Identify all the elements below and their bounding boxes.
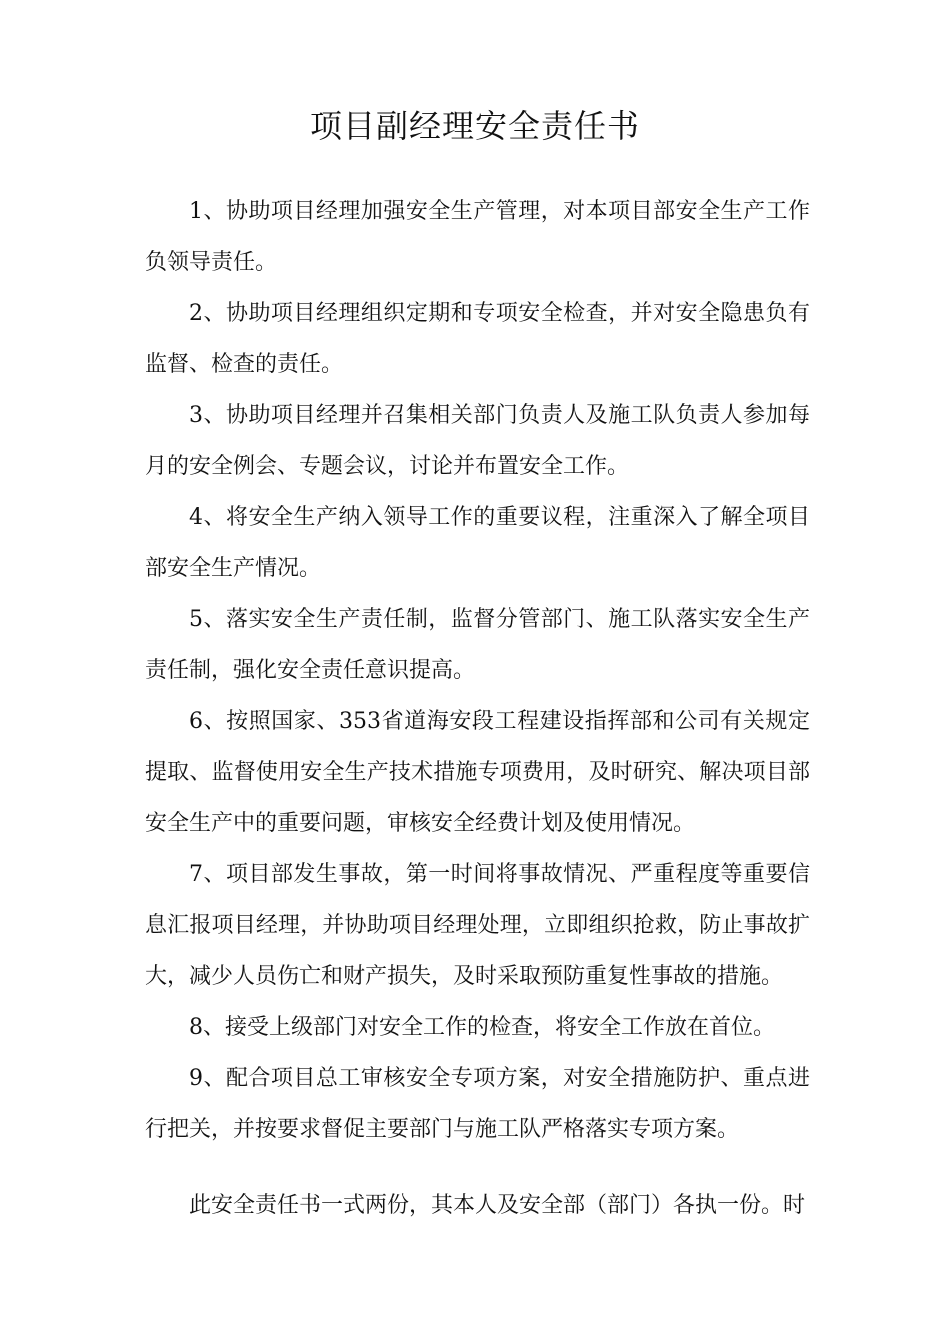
clause-9: 9、配合项目总工审核安全专项方案，对安全措施防护、重点进行把关，并按要求督促主要部门与施工队严格落实专项方案。 — [145, 1066, 810, 1142]
clause-4: 4、将安全生产纳入领导工作的重要议程，注重深入了解全项目部安全生产情况。 — [145, 505, 810, 581]
clause-8: 8、接受上级部门对安全工作的检查，将安全工作放在首位。 — [189, 1015, 775, 1040]
clause-1: 1、协助项目经理加强安全生产管理，对本项目部安全生产工作负领导责任。 — [145, 199, 810, 275]
clause-3: 3、协助项目经理并召集相关部门负责人及施工队负责人参加每月的安全例会、专题会议，讨论并布置安全工作。 — [145, 403, 810, 479]
clause-5: 5、落实安全生产责任制，监督分管部门、施工队落实安全生产责任制，强化安全责任意识提高。 — [145, 607, 810, 683]
clause-6: 6、按照国家、353省道海安段工程建设指挥部和公司有关规定提取、监督使用安全生产技术措施专项费用，及时研究、解决项目部安全生产中的重要问题，审核安全经费计划及使用情况。 — [145, 709, 810, 836]
clause-2: 2、协助项目经理组织定期和专项安全检查，并对安全隐患负有监督、检查的责任。 — [145, 301, 810, 377]
document-body — [145, 186, 810, 1155]
document-title: 项目副经理安全责任书 — [309, 107, 640, 145]
closing-statement: 此安全责任书一式两份，其本人及安全部（部门）各执一份。时 — [189, 1193, 806, 1218]
clause-7: 7、项目部发生事故，第一时间将事故情况、严重程度等重要信息汇报项目经理，并协助项目经理处理，立即组织抢救，防止事故扩大，减少人员伤亡和财产损失，及时采取预防重复性事故的措施。 — [145, 862, 810, 989]
